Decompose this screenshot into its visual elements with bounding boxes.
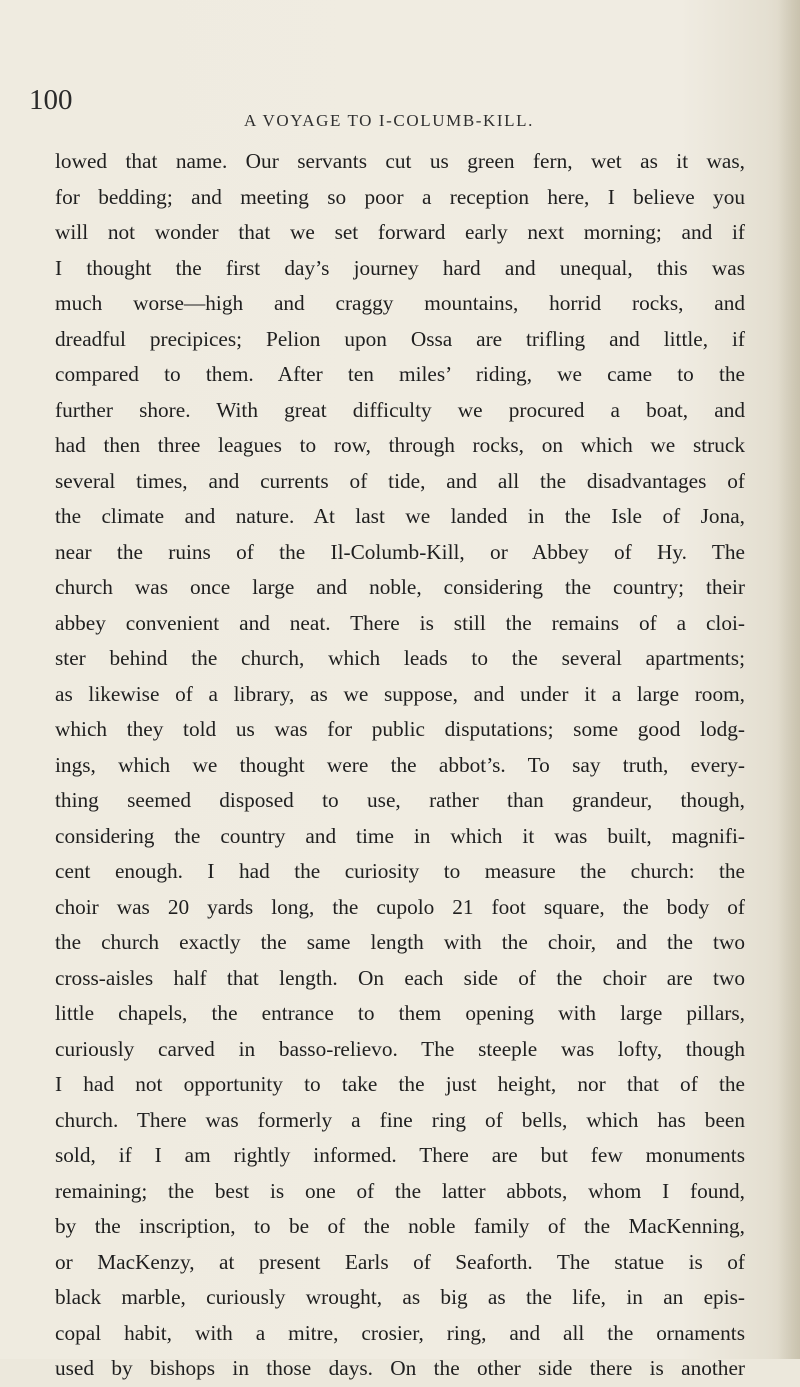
text-line: church was once large and noble, considering the country; their [55,575,745,599]
text-line: by the inscription, to be of the noble family of the MacKenning, [55,1214,745,1238]
text-line: much worse—high and craggy mountains, horrid rocks, and [55,291,745,315]
text-line: church. There was formerly a fine ring of bells, which has been [55,1107,745,1132]
text-line: for bedding; and meeting so poor a reception here, I believe you [55,184,745,209]
text-line: ings, which we thought were the abbot’s. To say truth, every- [55,752,745,777]
text-line: black marble, curiously wrought, as big as the life, in an epis- [55,1285,745,1309]
text-line: near the ruins of the Il-Columb-Kill, or Abbey of Hy. The [55,539,745,564]
text-line: used by bishops in those days. On the other side there is another [55,1356,745,1380]
text-line: cross-aisles half that length. On each side of the choir are two [55,965,745,990]
text-line: had then three leagues to row, through rocks, on which we struck [55,433,745,457]
text-line: little chapels, the entrance to them opening with large pillars, [55,1001,745,1025]
text-line: I had not opportunity to take the just height, nor that of the [55,1072,745,1096]
text-line: or MacKenzy, at present Earls of Seaforth. The statue is of [55,1249,745,1274]
text-line: dreadful precipices; Pelion upon Ossa are trifling and little, if [55,326,745,351]
text-line: copal habit, with a mitre, crosier, ring, and all the ornaments [55,1320,745,1345]
text-line: will not wonder that we set forward early next morning; and if [55,220,745,244]
running-head: A VOYAGE TO I-COLUMB-KILL. [244,111,534,130]
text-line: abbey convenient and neat. There is still the remains of a cloi- [55,610,745,635]
text-line: cent enough. I had the curiosity to measure the church: the [55,859,745,883]
text-line: I thought the first day’s journey hard and unequal, this was [55,255,745,280]
page-edge-shadow [778,0,800,1359]
text-line: several times, and currents of tide, and all the disadvantages of [55,468,745,493]
text-line: further shore. With great difficulty we procured a boat, and [55,397,745,422]
text-line: the climate and nature. At last we landed in the Isle of Jona, [55,504,745,528]
text-line: remaining; the best is one of the latter abbots, whom I found, [55,1178,745,1203]
text-line: as likewise of a library, as we suppose, and under it a large room, [55,681,745,706]
text-line: compared to them. After ten miles’ riding, we came to the [55,362,745,386]
text-line: sold, if I am rightly informed. There are but few monuments [55,1143,745,1167]
text-line: lowed that name. Our servants cut us green fern, wet as it was, [55,149,745,173]
page-number: 100 [29,84,73,116]
text-line: which they told us was for public disputations; some good lodg- [55,717,745,741]
text-line: the church exactly the same length with the choir, and the two [55,930,745,954]
text-line: choir was 20 yards long, the cupolo 21 foot square, the body of [55,894,745,919]
text-line: thing seemed disposed to use, rather than grandeur, though, [55,788,745,812]
text-line: curiously carved in basso-relievo. The steeple was lofty, though [55,1036,745,1061]
text-line: ster behind the church, which leads to the several apartments; [55,646,745,670]
text-line: considering the country and time in which it was built, magnifi- [55,823,745,848]
body-text [55,144,745,1387]
